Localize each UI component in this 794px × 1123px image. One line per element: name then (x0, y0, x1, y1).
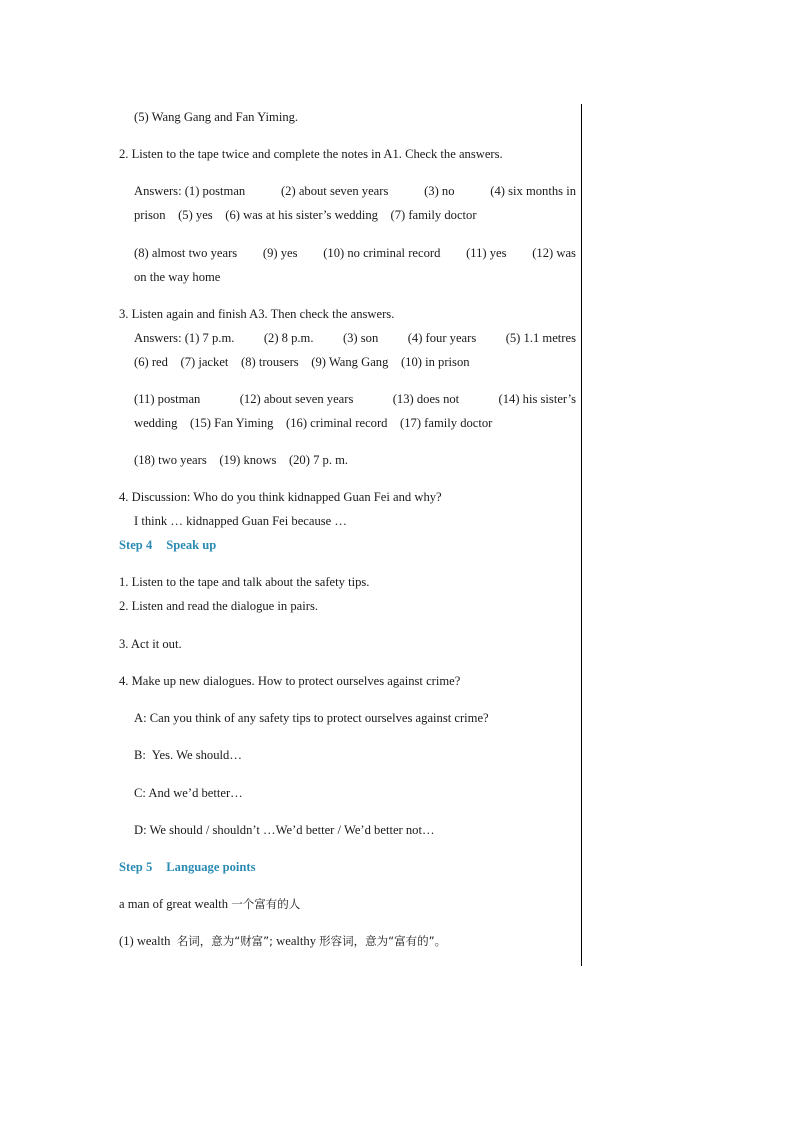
instruction-item: 4. Discussion: Who do you think kidnapped Guan Fei and why? (119, 490, 442, 504)
dialogue-line: A: Can you think of any safety tips to protect ourselves against crime? (134, 711, 489, 725)
word-entry: (1) wealth (119, 934, 177, 948)
text-line: I think … kidnapped Guan Fei because … (134, 514, 347, 528)
word-entry: wealthy (273, 934, 320, 948)
step-title: Speak up (166, 538, 217, 552)
column-divider (581, 104, 582, 966)
dialogue-line: C: And we’d better… (134, 786, 243, 800)
answer-line (134, 330, 576, 346)
language-point (119, 896, 300, 912)
answer-cell: Answers: (1) 7 p.m. (134, 331, 235, 345)
word-definition: 名词，意为“财富”; (176, 934, 273, 948)
answer-cell: (2) 8 p.m. (263, 331, 314, 345)
step-number: Step 4 (119, 538, 153, 552)
word-definition: 形容词，意为“富有的”。 (319, 934, 447, 948)
instruction-item: 2. Listen and read the dialogue in pairs. (119, 599, 318, 613)
dialogue-line: B: Yes. We should… (134, 748, 242, 762)
step-heading (119, 859, 255, 875)
answer-line (134, 183, 576, 199)
step-title: Language points (166, 860, 256, 874)
answer-cell: (12) was (532, 246, 576, 260)
instruction-item: 1. Listen to the tape and talk about the safety tips. (119, 575, 370, 589)
phrase-english: a man of great wealth (119, 897, 232, 911)
answer-cell: (4) four years (407, 331, 477, 345)
answer-cell: (11) yes (466, 246, 507, 260)
instruction-item: 3. Act it out. (119, 637, 182, 651)
instruction-item: 4. Make up new dialogues. How to protect ourselves against crime? (119, 674, 461, 688)
answer-cell: (11) postman (134, 392, 201, 406)
answer-cell: (14) his sister’s (498, 392, 576, 406)
step-heading (119, 537, 216, 553)
answer-cell: (4) six months in (490, 184, 576, 198)
instruction-item: 2. Listen to the tape twice and complete the notes in A1. Check the answers. (119, 147, 503, 161)
text-line: (5) Wang Gang and Fan Yiming. (134, 110, 299, 124)
answer-line (134, 245, 576, 261)
answer-cell: (13) does not (392, 392, 460, 406)
answer-cell: (12) about seven years (239, 392, 354, 406)
answer-cell: (10) no criminal record (323, 246, 441, 260)
instruction-item: 3. Listen again and finish A3. Then check the answers. (119, 307, 395, 321)
answer-cell: (9) yes (262, 246, 298, 260)
answer-cell: (2) about seven years (280, 184, 389, 198)
phrase-chinese: 一个富有的人 (231, 897, 301, 911)
answer-cell: (3) son (342, 331, 379, 345)
step-number: Step 5 (119, 860, 153, 874)
dialogue-line: D: We should / shouldn’t …We’d better / We’d better not… (134, 823, 435, 837)
answer-line: wedding (15) Fan Yiming (16) criminal record (17) family doctor (134, 416, 493, 430)
answer-line (134, 391, 576, 407)
answer-line: (6) red (7) jacket (8) trousers (9) Wang Gang (10) in prison (134, 355, 470, 369)
answer-line: (18) two years (19) knows (20) 7 p. m. (134, 453, 349, 467)
answer-cell: (5) 1.1 metres (505, 331, 576, 345)
answer-cell: (8) almost two years (134, 246, 238, 260)
answer-cell: Answers: (1) postman (134, 184, 246, 198)
answer-line: on the way home (134, 270, 221, 284)
answer-cell: (3) no (424, 184, 455, 198)
language-point (119, 933, 446, 949)
answer-line: prison (5) yes (6) was at his sister’s wedding (7) family doctor (134, 208, 477, 222)
